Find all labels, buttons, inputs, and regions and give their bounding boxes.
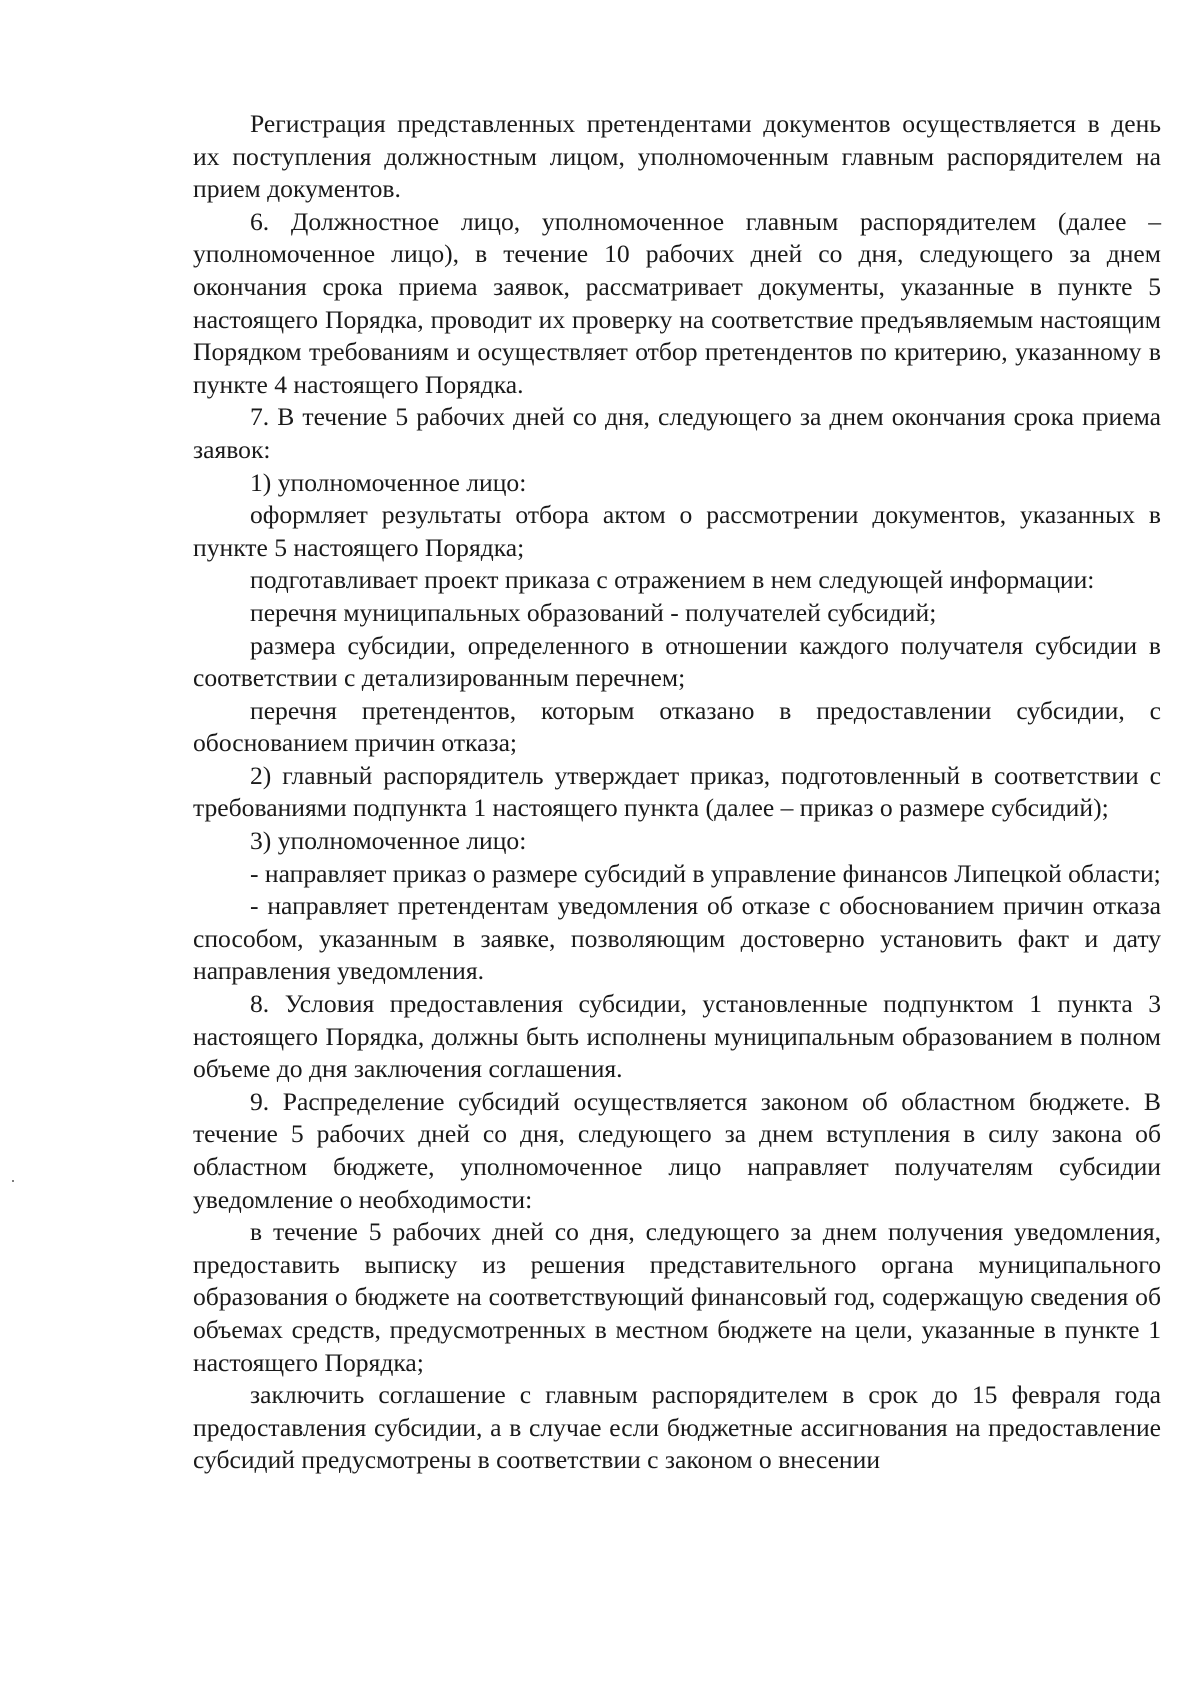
paragraph-act-of-review: оформляет результаты отбора актом о рассмотрении документов, указанных в пункте 5 настоящего Порядка; <box>193 500 1161 562</box>
paragraph-item-8: 8. Условия предоставления субсидии, установленные подпунктом 1 пункта 3 настоящего Порядка, должны быть исполнены муниципальным образованием в полном объеме до дня заключения соглашения. <box>193 989 1161 1084</box>
paragraph-provide-extract: в течение 5 рабочих дней со дня, следующего за днем получения уведомления, предоставить выписку из решения представительного органа муниципального образования о бюджете на соответствующий финансовый год, содержащую сведения об объемах средств, предусмотренных в местном бюджете на цели, указанные в пункте 1 настоящего Порядка; <box>193 1217 1161 1377</box>
paragraph-conclude-agreement: заключить соглашение с главным распорядителем в срок до 15 февраля года предоставления субсидии, а в случае если бюджетные ассигнования на предоставление субсидий предусмотрены в соответствии с законом о внесении <box>193 1380 1161 1475</box>
document-body <box>193 108 1161 1477</box>
paragraph-list-refused: перечня претендентов, которым отказано в предоставлении субсидии, с обоснованием причин отказа; <box>193 695 1161 758</box>
paragraph-subitem-7-1: 1) уполномоченное лицо: <box>250 467 527 497</box>
paragraph-item-9: 9. Распределение субсидий осуществляется законом об областном бюджете. В течение 5 рабочих дней со дня, следующего за днем вступления в силу закона об областном бюджете, уполномоченное лицо направляет получателям субсидии уведомление о необходимости: <box>193 1086 1161 1214</box>
paragraph-subsidy-amount: размера субсидии, определенного в отношении каждого получателя субсидии в соответствии с детализированным перечнем; <box>193 630 1161 693</box>
paragraph-send-refusal: - направляет претендентам уведомления об отказе с обоснованием причин отказа способом, указанным в заявке, позволяющим достоверно установить факт и дату направления уведомления. <box>193 891 1161 986</box>
paragraph-send-order: - направляет приказ о размере субсидий в управление финансов Липецкой области; <box>250 858 1161 888</box>
paragraph-subitem-7-3: 3) уполномоченное лицо: <box>250 826 527 856</box>
paragraph-item-6: 6. Должностное лицо, уполномоченное главным распорядителем (далее – уполномоченное лицо), в течение 10 рабочих дней со дня, следующего за днем окончания срока приема заявок, рассматривает документы, указанные в пункте 5 настоящего Порядка, проводит их проверку на соответствие предъявляемым настоящим Порядком требованиям и осуществляет отбор претендентов по критерию, указанному в пункте 4 настоящего Порядка. <box>193 206 1161 399</box>
paragraph-subitem-7-2: 2) главный распорядитель утверждает приказ, подготовленный в соответствии с требованиями подпункта 1 настоящего пункта (далее – приказ о размере субсидий); <box>193 760 1161 823</box>
paragraph-draft-order: подготавливает проект приказа с отражением в нем следующей информации: <box>250 565 1095 595</box>
paragraph-registration: Регистрация представленных претендентами документов осуществляется в день их поступления должностным лицом, уполномоченным главным распорядителем на прием документов. <box>193 109 1161 204</box>
scan-speck <box>12 1180 14 1182</box>
paragraph-item-7: 7. В течение 5 рабочих дней со дня, следующего за днем окончания срока приема заявок: <box>193 402 1161 464</box>
paragraph-list-recipients: перечня муниципальных образований - получателей субсидий; <box>250 597 937 627</box>
